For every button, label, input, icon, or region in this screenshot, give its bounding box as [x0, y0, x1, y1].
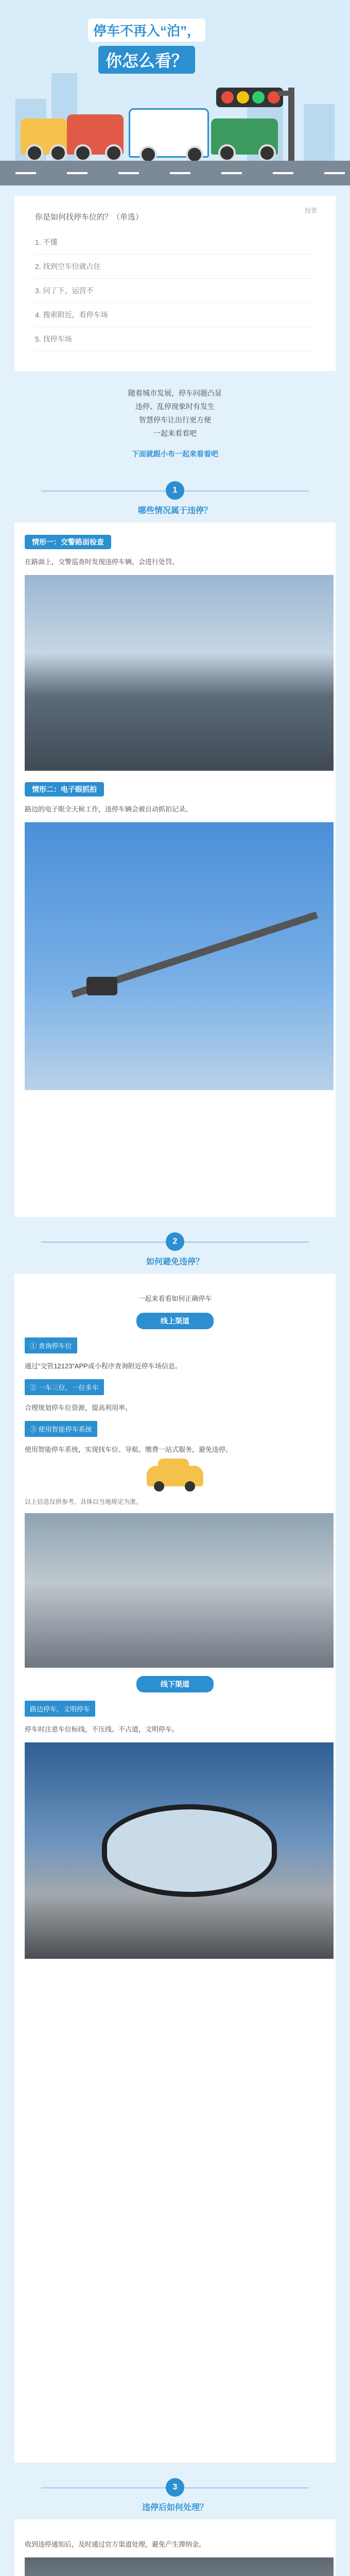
section-text: 通过“交管12123”APP或小程序查询附近停车场信息。	[25, 1362, 182, 1370]
step-bar: ③ 使用智能停车系统	[25, 1421, 97, 1437]
step-bar: 路边停车，文明停车	[25, 1701, 95, 1717]
side-mirror	[102, 1804, 277, 1897]
camera-icon	[86, 977, 117, 995]
intro-line: 智慧停车让出行更方便	[139, 416, 211, 424]
section-title: 违停后如何处理？	[142, 2503, 208, 2512]
section-header	[0, 476, 350, 522]
section-title: 哪些情况属于违停？	[137, 506, 212, 515]
car-illustration	[21, 118, 67, 155]
survey-option[interactable]: 1. 不懂	[35, 230, 315, 255]
road-illustration	[0, 161, 350, 185]
section-text: 停车时注意车位标线，不压线、不占道，文明停车。	[25, 1725, 179, 1733]
section3-panel	[14, 2519, 336, 2576]
note-text: 以上信息仅供参考，具体以当地规定为准。	[25, 1498, 143, 1505]
section-number: 2	[166, 1232, 184, 1251]
camera-photo	[25, 822, 334, 1090]
offline-channel-pill: 线下渠道	[136, 1676, 214, 1692]
section-text: 合理规划停车位资源，提高利用率。	[25, 1404, 132, 1412]
car-interior-photo	[25, 2557, 334, 2576]
intro-highlight: 下面就跟小布一起来看看吧	[132, 450, 218, 458]
section-text: 在路面上，交警巡查时发现违停车辆，会进行处罚。	[25, 558, 179, 566]
case-tag: 情形二：电子眼抓拍	[25, 782, 104, 796]
case-tag: 情形一：交警路面检查	[25, 535, 111, 549]
section-title: 如何避免违停？	[146, 1258, 204, 1266]
street-photo	[25, 575, 334, 771]
hero-title	[77, 19, 216, 74]
section-header	[0, 2473, 350, 2519]
vote-label: 投票	[304, 207, 317, 214]
section2-panel	[14, 1274, 336, 2463]
step-bar: ① 查询停车位	[25, 1337, 77, 1353]
section-header	[0, 1227, 350, 1274]
online-channel-pill: 线上渠道	[136, 1313, 214, 1329]
car-icon	[147, 1466, 203, 1486]
hero-title-line1: 停车不再入“泊”，	[88, 19, 205, 42]
section-number: 1	[166, 481, 184, 500]
traffic-light-icon	[216, 88, 283, 107]
car-illustration	[67, 114, 124, 155]
survey-option[interactable]: 5. 找停车场	[35, 327, 315, 351]
section-text: 路边的电子眼全天候工作，违停车辆会被自动抓拍记录。	[25, 805, 192, 813]
intro-line: 一起来看看吧	[153, 429, 197, 437]
intro-text	[0, 371, 350, 476]
section1-panel	[14, 522, 336, 1217]
survey-option[interactable]: 3. 问了下，运营不	[35, 279, 315, 303]
survey-question: 你是如何找停车位的？（单选）	[35, 213, 144, 222]
survey-option[interactable]: 4. 搜索附近，看停车场	[35, 303, 315, 327]
section-text: 使用智能停车系统，实现找车位、导航、缴费一站式服务，避免违停。	[25, 1446, 233, 1453]
intro-line: 随着城市发展，停车问题凸显	[128, 389, 222, 397]
bus-illustration	[211, 118, 278, 155]
bus-illustration	[129, 108, 209, 158]
hero-banner	[0, 0, 350, 185]
survey-card	[14, 196, 336, 371]
parking-lot-photo	[25, 1513, 334, 1668]
section-text: 收到违停通知后，及时通过官方渠道处理，避免产生滞纳金。	[25, 2540, 206, 2548]
traffic-light-pole	[288, 88, 294, 165]
building-illustration	[304, 104, 335, 161]
section-subtitle: 一起来看看如何正确停车	[138, 1295, 212, 1302]
section-number: 3	[166, 2478, 184, 2497]
step-bar: ② 一车三位、一位多车	[25, 1379, 104, 1395]
mirror-photo	[25, 1742, 334, 1959]
intro-line: 违停、乱停现象时有发生	[135, 402, 215, 411]
hero-title-line2: 你怎么看？	[98, 46, 195, 74]
survey-option[interactable]: 2. 找到空车位就占住	[35, 255, 315, 279]
